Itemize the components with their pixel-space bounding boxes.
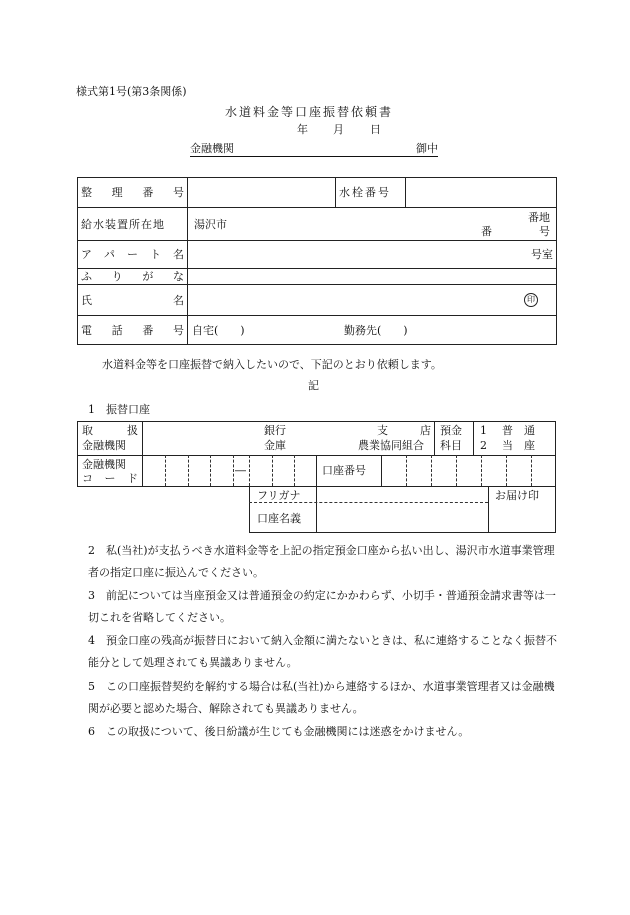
ki-heading: 記 [308, 379, 319, 392]
holder-name-label: 口座名義 [257, 512, 301, 525]
phone-work[interactable]: 勤務先( ) [344, 324, 408, 337]
kinko-label: 金庫 [264, 439, 286, 452]
seal-box-label: お届け印 [495, 489, 539, 502]
code-label-1: 金融機関 [82, 458, 126, 471]
furigana-field[interactable] [188, 269, 557, 285]
shi-label: 支 [377, 424, 388, 437]
address-go: 号 [539, 225, 550, 238]
address-field[interactable] [188, 208, 557, 241]
option-1-ordinary[interactable]: 普 通 [502, 424, 535, 437]
handler-label-2: 金融機関 [82, 439, 126, 452]
apartment-field[interactable] [188, 241, 557, 269]
branch-code-cells[interactable] [249, 455, 317, 486]
clause-6: 6 この取扱について、後日紛議が生じても金融機関には迷惑をかけません。 [88, 725, 470, 738]
seal-box[interactable] [489, 501, 553, 532]
date-day[interactable]: 日 [370, 123, 381, 136]
nokyo-label: 農業協同組合 [358, 439, 424, 452]
clause-3: 3 前記については当座預金又は普通預金の約定にかかわらず、小切手・普通預金請求書等は一切これを省略してください。 [88, 589, 556, 624]
room-suffix: 号室 [531, 248, 553, 261]
account-number-cells[interactable] [381, 455, 556, 486]
holder-name-field[interactable] [317, 503, 487, 532]
institution-suffix: 御中 [416, 142, 438, 155]
ten-label: 店 [420, 424, 431, 437]
phone-home[interactable]: 自宅( ) [192, 324, 245, 337]
meter-number-label: 水栓番号 [336, 178, 406, 208]
address-ban: 番 [481, 225, 492, 238]
account-table [77, 421, 556, 533]
seal-mark: 印 [524, 293, 538, 307]
apartment-label: ア パ ー ト 名 [78, 241, 188, 269]
option-2-current[interactable]: 当 座 [502, 439, 535, 452]
deposit-type-label-2: 科目 [440, 439, 462, 452]
holder-furigana-field[interactable] [317, 487, 487, 502]
institution-line[interactable] [190, 143, 438, 157]
handler-label-1: 取 扱 [82, 424, 138, 437]
address-city: 湯沢市 [194, 218, 227, 231]
address-banchi: 番地 [528, 211, 550, 224]
bank-label: 銀行 [264, 424, 286, 437]
clause-4: 4 預金口座の残高が振替日において納入金額に満たないときは、私に連絡することなく振替不能分として処理されても異議ありません。 [88, 634, 557, 669]
bank-code-cells[interactable] [143, 455, 233, 486]
control-number-label: 整 理 番 号 [78, 178, 188, 208]
deposit-type-label-1: 預金 [440, 424, 462, 437]
address-label: 給水装置所在地 [78, 208, 188, 241]
applicant-table [77, 177, 557, 345]
control-number-cells[interactable] [188, 178, 336, 208]
request-text: 水道料金等を口座振替で納入したいので、下記のとおり依頼します。 [102, 358, 442, 371]
holder-furigana-label: フリガナ [257, 489, 301, 502]
meter-number-cells[interactable] [406, 178, 557, 208]
option-2-number[interactable]: 2 [480, 439, 487, 452]
form-number: 様式第1号(第3条関係) [76, 85, 187, 98]
section-1-heading: 1 振替口座 [88, 403, 150, 416]
furigana-label: ふ り が な [78, 269, 188, 285]
phone-field[interactable] [188, 316, 557, 345]
clause-5: 5 この口座振替契約を解約する場合は私(当社)から連絡するほか、水道事業管理者又は金融機関が必要と認めた場合、解除されても異議ありません。 [88, 680, 555, 715]
code-label-2: コ ー ド [82, 472, 138, 485]
account-number-label: 口座番号 [322, 464, 366, 477]
document-title: 水道料金等口座振替依頼書 [225, 105, 394, 119]
date-month[interactable]: 月 [333, 123, 344, 136]
date-year[interactable]: 年 [297, 123, 308, 136]
institution-label: 金融機関 [190, 142, 234, 155]
name-field[interactable] [188, 285, 557, 316]
code-separator: ― [235, 464, 246, 477]
option-1-number[interactable]: 1 [480, 424, 487, 437]
phone-label: 電 話 番 号 [78, 316, 188, 345]
name-label: 氏 名 [78, 285, 188, 316]
clause-2: 2 私(当社)が支払うべき水道料金等を上記の指定預金口座から払い出し、湯沢市水道事業管理者の指定口座に振込んでください。 [88, 544, 555, 579]
